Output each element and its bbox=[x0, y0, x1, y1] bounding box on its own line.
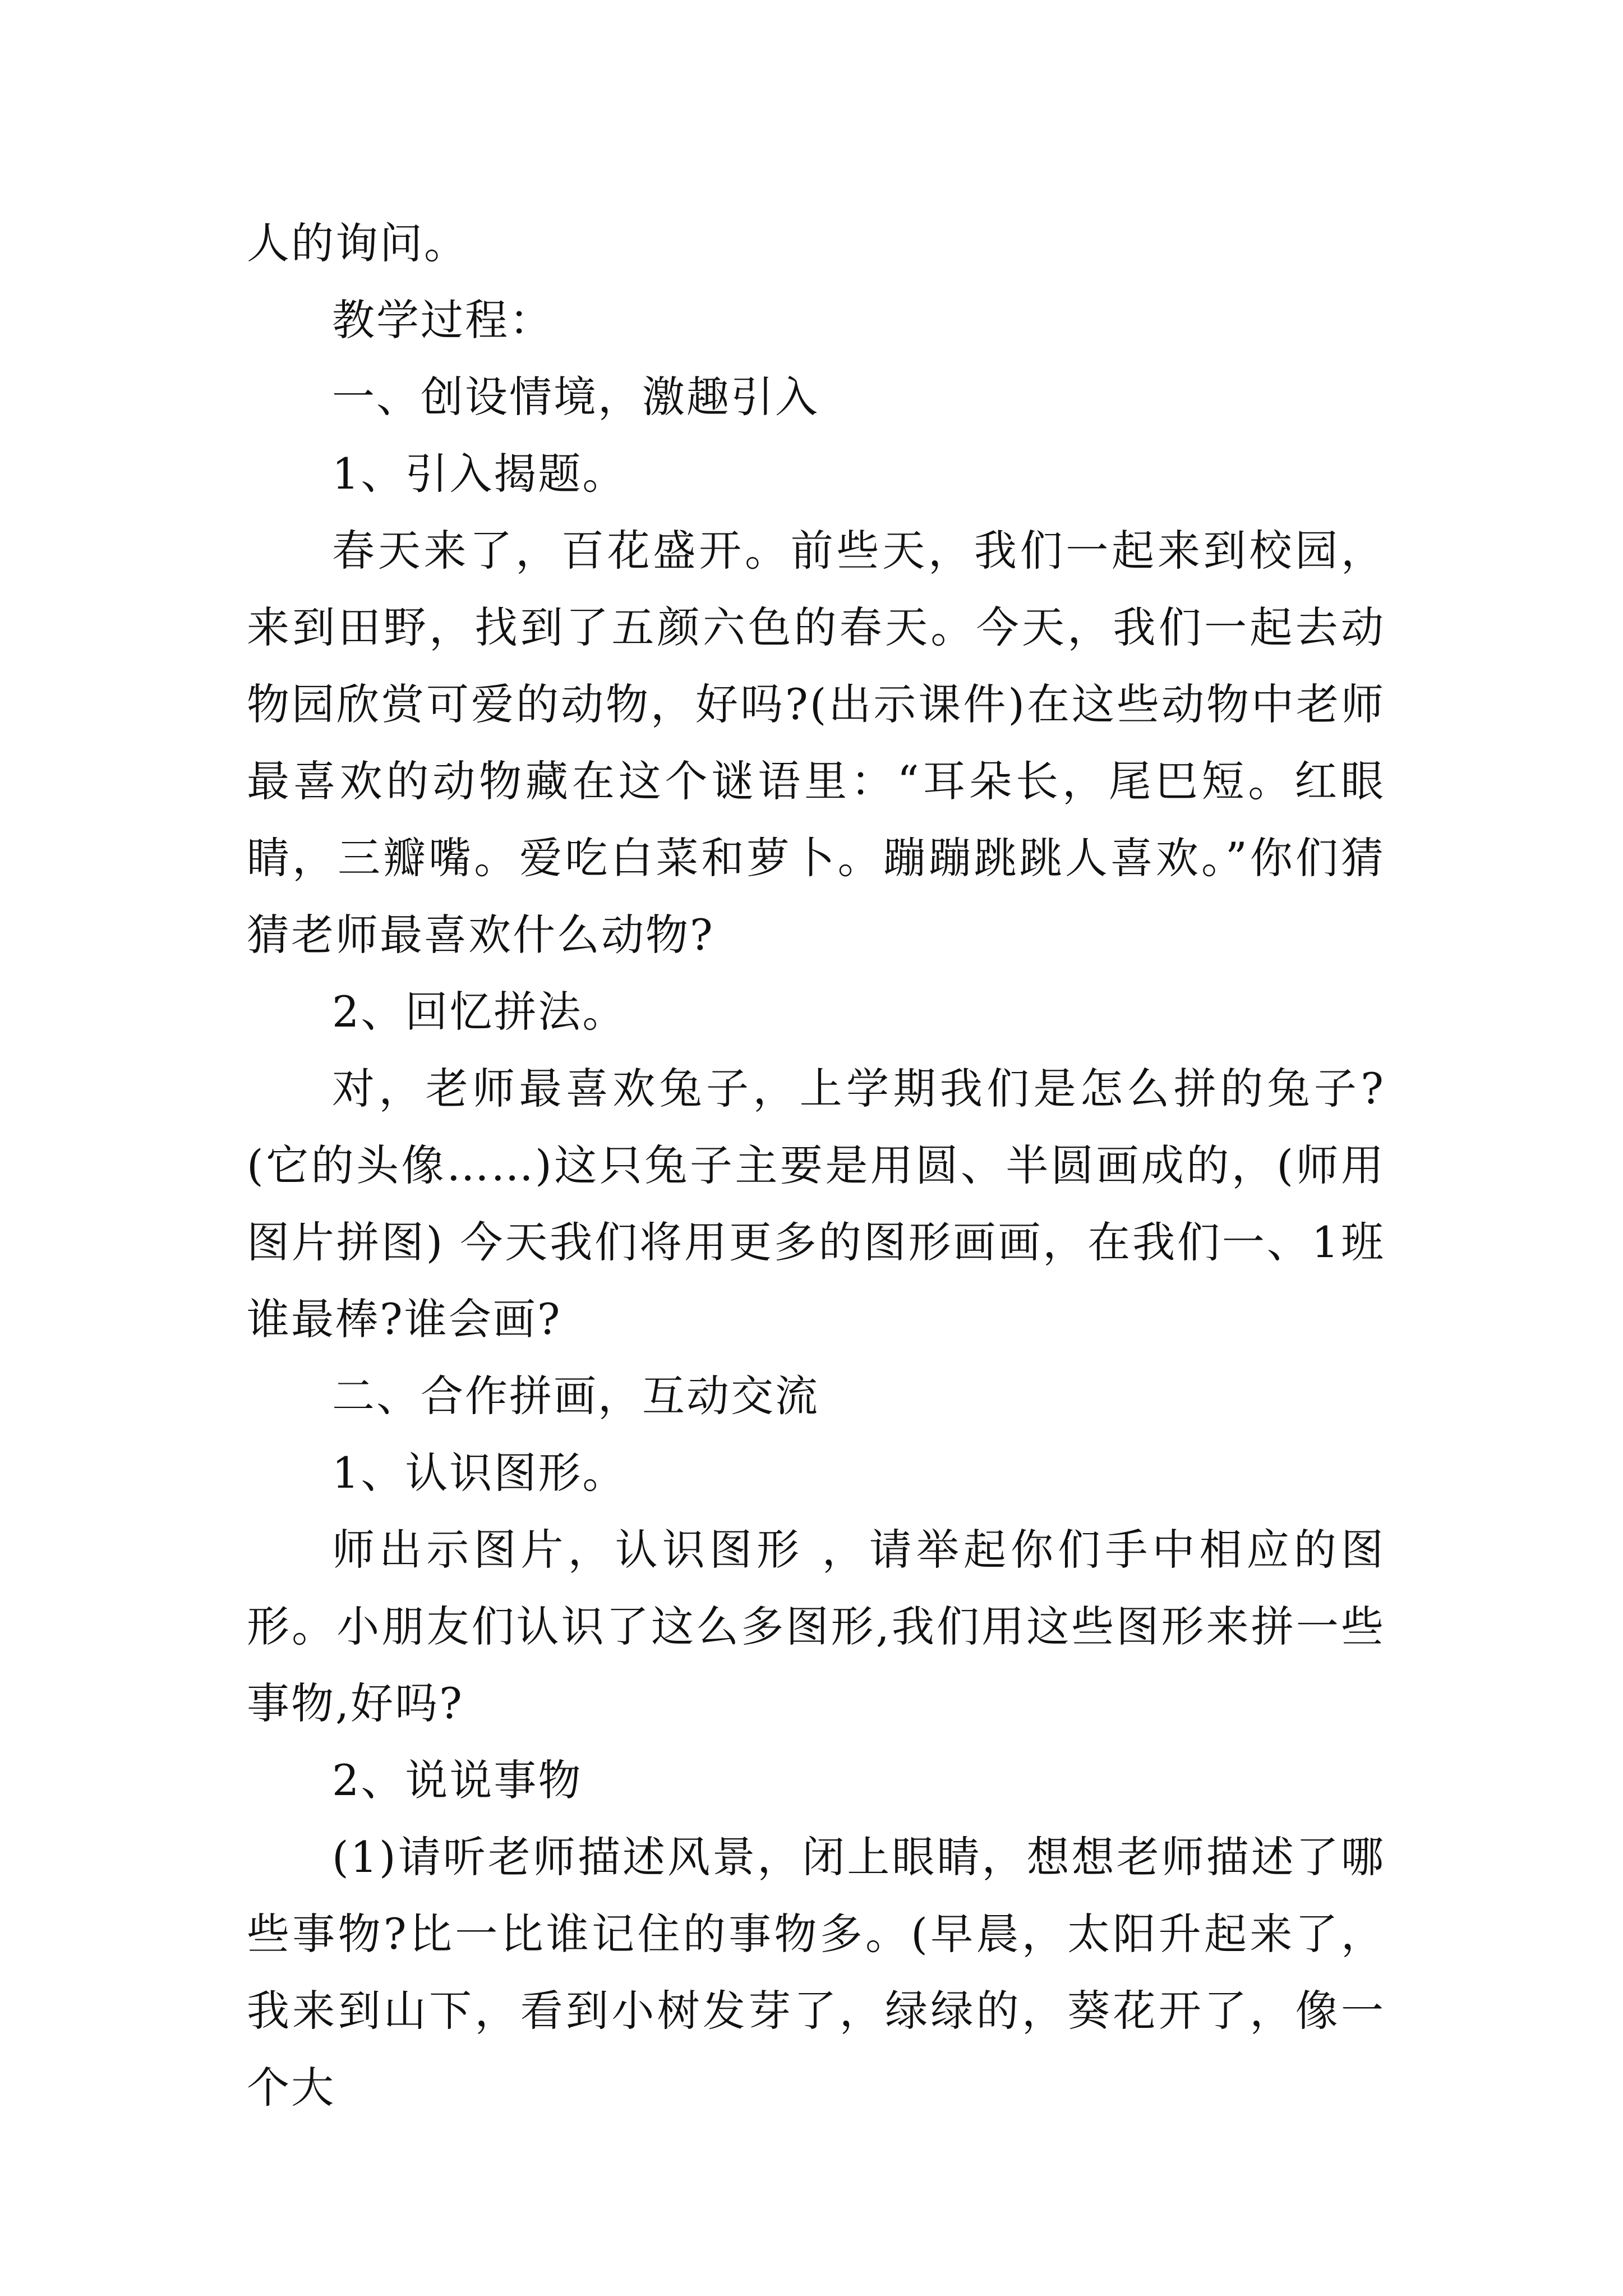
paragraph-1: 人的询问。 bbox=[247, 218, 468, 268]
section-heading-1: 一、创设情境，激趣引入 bbox=[332, 372, 819, 422]
subheading-2: 2、回忆拼法。 bbox=[332, 987, 627, 1037]
subheading-1: 1、引入揭题。 bbox=[332, 449, 627, 499]
subheading-3: 1、认识图形。 bbox=[332, 1448, 627, 1498]
document-body bbox=[247, 205, 1385, 2126]
subheading-4: 2、说说事物 bbox=[332, 1755, 583, 1805]
paragraph-spring: 春天来了，百花盛开。前些天，我们一起来到校园，来到田野，找到了五颜六色的春天。今天，我们一起去动物园欣赏可爱的动物，好吗?(出示课件)在这些动物中老师最喜欢的动物藏在这个谜语里：“耳朵长，尾巴短。红眼睛，三瓣嘴。爱吃白菜和萝卜。蹦蹦跳跳人喜欢。”你们猜猜老师最喜欢什么动物? bbox=[247, 526, 1385, 960]
paragraph-scenery: (1)请听老师描述风景，闭上眼睛，想想老师描述了哪些事物?比一比谁记住的事物多。(早晨，太阳升起来了，我来到山下，看到小树发芽了，绿绿的，葵花开了，像一个大 bbox=[247, 1832, 1385, 2113]
paragraph-shapes: 师出示图片，认识图形 ，请举起你们手中相应的图形。小朋友们认识了这么多图形,我们用这些图形来拼一些事物,好吗? bbox=[247, 1525, 1385, 1728]
paragraph-2: 教学过程： bbox=[332, 295, 554, 345]
section-heading-2: 二、合作拼画，互动交流 bbox=[332, 1371, 819, 1421]
paragraph-rabbit: 对，老师最喜欢兔子，上学期我们是怎么拼的兔子?(它的头像……)这只兔子主要是用圆、半圆画成的，(师用图片拼图) 今天我们将用更多的图形画画，在我们一、1班谁最棒?谁会画? bbox=[247, 1064, 1385, 1344]
